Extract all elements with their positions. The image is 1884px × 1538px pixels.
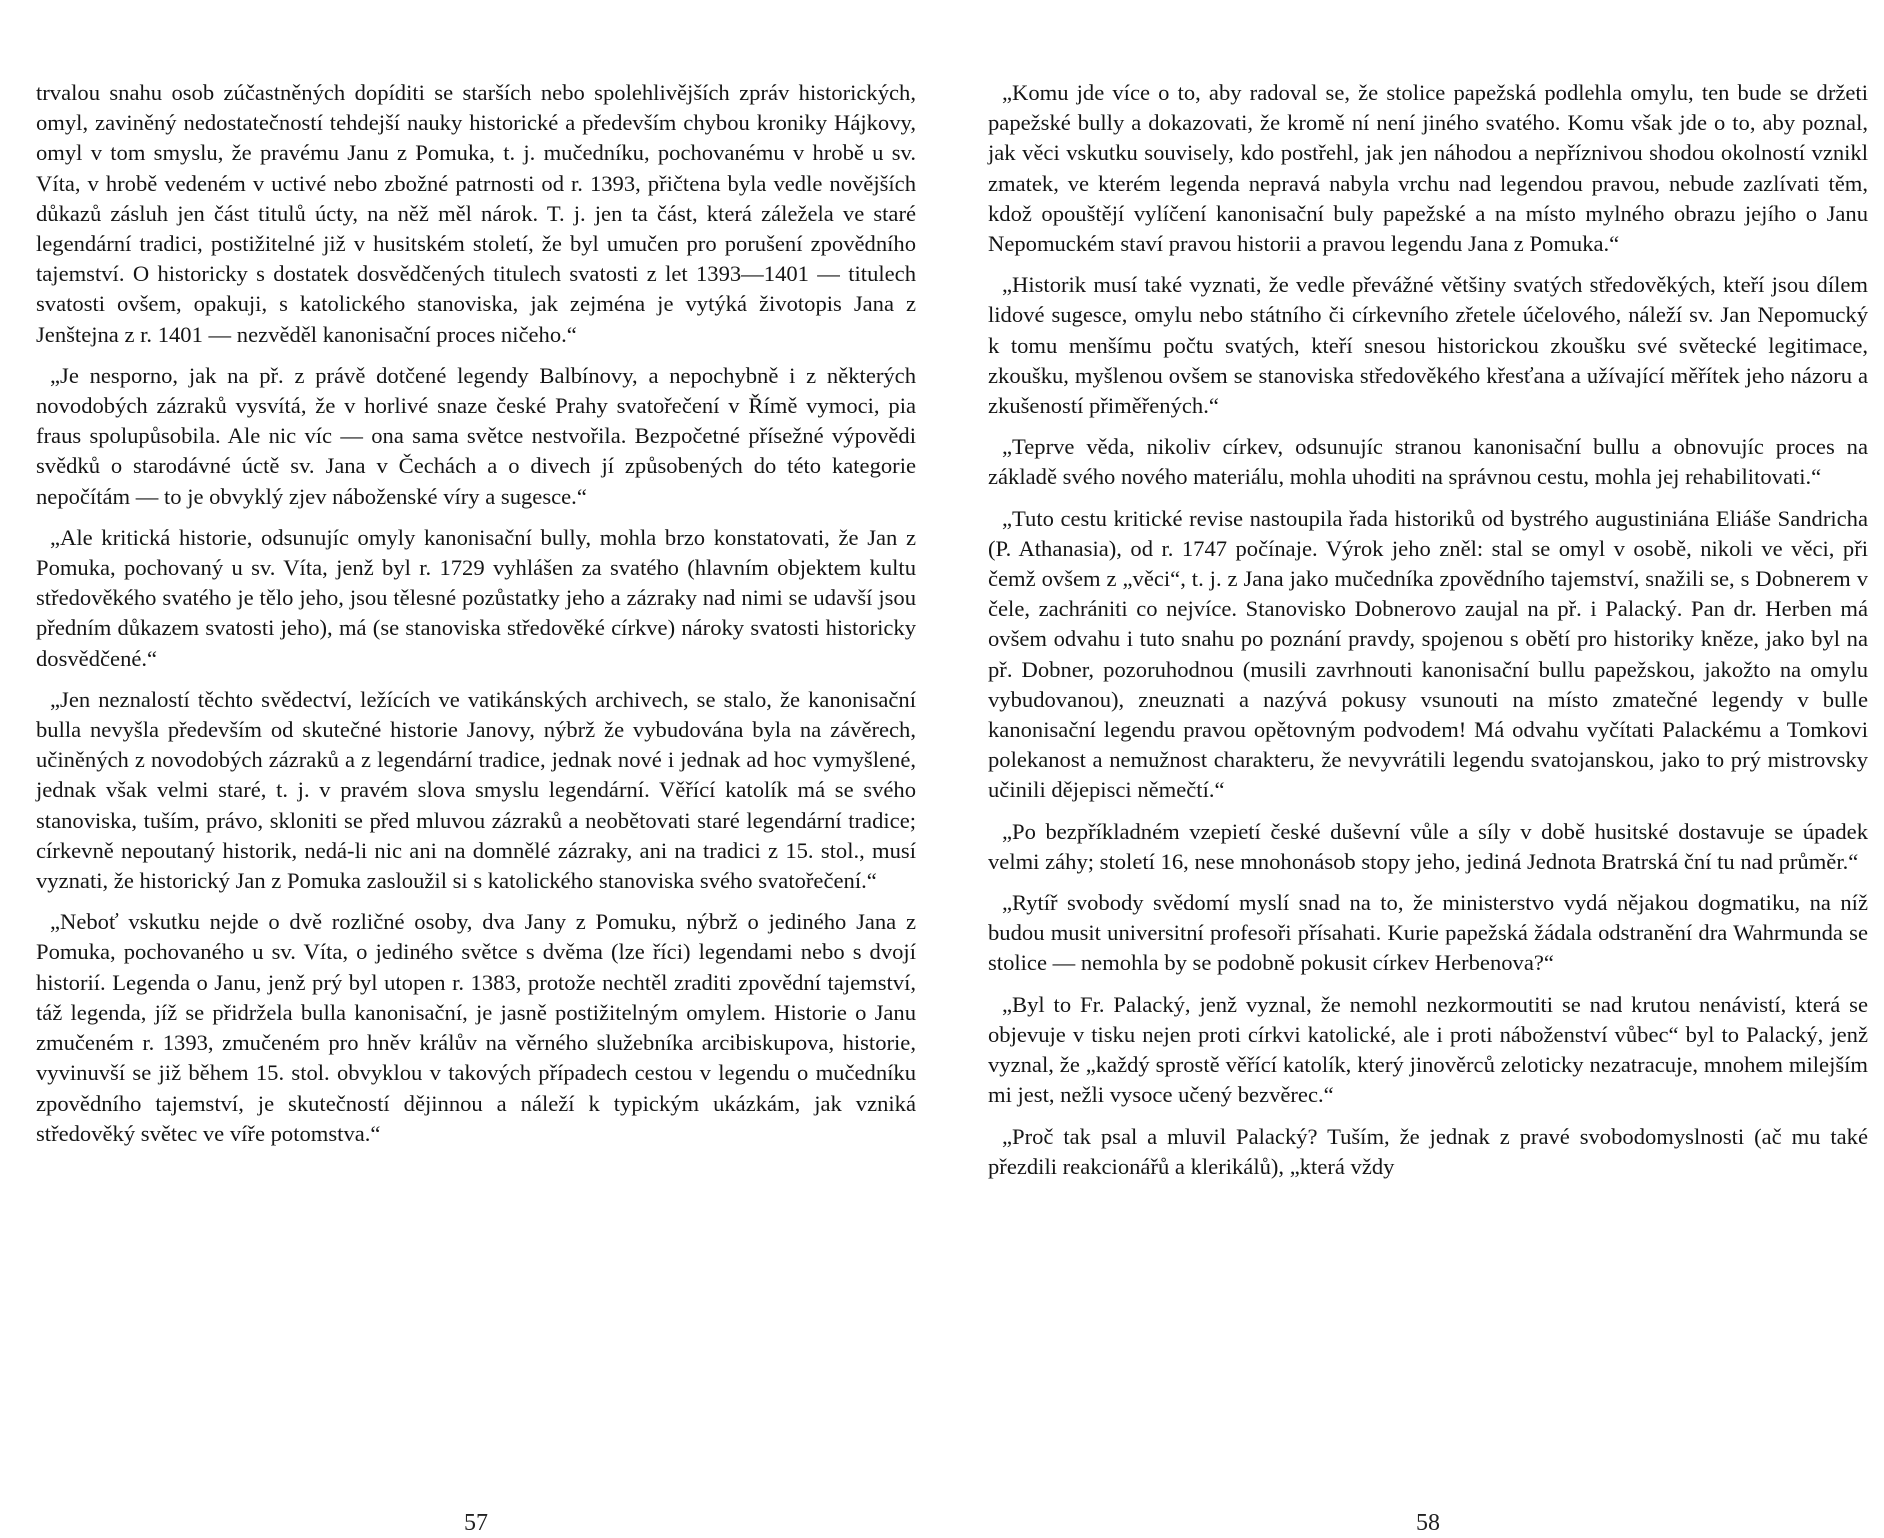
paragraph: „Byl to Fr. Palacký, jenž vyznal, že nemohl nezkormoutiti se nad krutou nenávistí, která se objevuje v tisku nejen proti církvi katolické, ale i proti náboženství vůbec“ byl to Palacký, jenž vyznal, že „každý sprostě věřící katolík, který jinověrců zeloticky nezatracuje, mnohem milejším mi jest, nežli vysoce učený bezvěrec.“ xyxy=(988,991,1868,1108)
left-page xyxy=(36,78,916,1536)
paragraph: „Po bezpříkladném vzepietí české duševní vůle a síly v době husitské dostavuje se úpadek velmi záhy; století 16, nese mnohonásob stopy jeho, jediná Jednota Bratrská ční tu nad průměr.“ xyxy=(988,818,1868,874)
paragraph: „Proč tak psal a mluvil Palacký? Tuším, že jednak z pravé svobodomyslnosti (ač mu také přezdili reakcionářů a klerikálů), „která vždy xyxy=(988,1123,1868,1179)
paragraph: trvalou snahu osob zúčastněných dopíditi se starších nebo spolehlivějších zpráv historických, omyl, zaviněný nedostatečností tehdejší nauky historické a především chybou kroniky Hájkovy, omyl v tom smyslu, že pravému Janu z Pomuka, t. j. mučedníku, pochovanému v hrobě u sv. Víta, v hrobě vedeném v uctivé nebo zbožné patrnosti od r. 1393, přičtena byla vedle novějších důkazů zásluh jen část titulů úcty, na něž měl nárok. T. j. jen ta část, která záležela ve staré legendární tradici, postižitelné již v husitském století, že byl umučen pro porušení zpovědního tajemství. O historicky s dostatek dosvědčených titulech svatosti z let 1393—1401 — titulech svatosti ovšem, opakuji, s katolického stanoviska, jak zejména je vytýká životopis Jana z Jenštejna z r. 1401 — nezvěděl kanonisační proces ničeho.“ xyxy=(36,80,916,347)
right-page-text xyxy=(988,78,1868,1182)
paragraph: „Ale kritická historie, odsunujíc omyly kanonisační bully, mohla brzo konstatovati, že Jan z Pomuka, pochovaný u sv. Víta, jenž byl r. 1729 vyhlášen za svatého (hlavním objektem kultu středověkého svatého je tělo jeho, jsou tělesné pozůstatky jeho a zázraky nad nimi se udavší jsou předním důkazem svatosti jeho), má (se stanoviska středověké církve) nároky svatosti historicky dosvědčené.“ xyxy=(36,524,916,671)
left-page-text xyxy=(36,78,916,1149)
paragraph: „Jen neznalostí těchto svědectví, ležících ve vatikánských archivech, se stalo, že kanonisační bulla nevyšla především od skutečné historie Janovy, nýbrž že vybudována byla na závěrech, učiněných z novodobých zázraků a z legendární tradice, jednak nové i jednak ad hoc vymyšlené, jednak však velmi staré, t. j. v pravém slova smyslu legendární. Věřící katolík má se svého stanoviska, tuším, právo, skloniti se před mluvou zázraků a neobětovati staré legendární tradice; církevně nepoutaný historik, nedá-li nic ani na domnělé zázraky, ani na tradici z 15. stol., musí vyznati, že historický Jan z Pomuka zasloužil si s katolického stanoviska svého svatořečení.“ xyxy=(36,686,916,894)
right-page xyxy=(988,78,1868,1536)
paragraph: „Komu jde více o to, aby radoval se, že stolice papežská podlehla omylu, ten bude se držeti papežské bully a dokazovati, že kromě ní není jiného svatého. Komu však jde o to, aby poznal, jak věci vskutku souvisely, kdo postřehl, jak jen náhodou a nepříznivou shodou okolností vznikl zmatek, ve kterém legenda nepravá nabyla vrchu nad legendou pravou, nebude zazlívati těm, kdož opouštějí vylíčení kanonisační buly papežské a na místo mylného obrazu jejího o Janu Nepomuckém staví pravou historii a pravou legendu Jana z Pomuka.“ xyxy=(988,80,1868,257)
page-number: 58 xyxy=(1416,1510,1440,1536)
paragraph: „Je nesporno, jak na př. z právě dotčené legendy Balbínovy, a nepochybně i z některých novodobých zázraků vysvítá, že v horlivé snaze české Prahy svatořečení v Římě vymoci, pia fraus spolupůsobila. Ale nic víc — ona sama světce nestvořila. Bezpočetné přísežné výpovědi svědků o starodávné úctě sv. Jana v Čechách a o divech jí způsobených do této kategorie nepočítám — to je obvyklý zjev náboženské víry a sugesce.“ xyxy=(36,362,916,509)
page-number: 57 xyxy=(464,1510,488,1536)
paragraph: „Rytíř svobody svědomí myslí snad na to, že ministerstvo vydá nějakou dogmatiku, na níž budou musit universitní profesoři přísahati. Kurie papežská žádala odstranění dra Wahrmunda se stolice — nemohla by se podobně pokusit církev Herbenova?“ xyxy=(988,890,1868,976)
paragraph: „Teprve věda, nikoliv církev, odsunujíc stranou kanonisační bullu a obnovujíc proces na základě svého nového materiálu, mohla uhoditi na správnou cestu, mohla jej rehabilitovati.“ xyxy=(988,434,1868,490)
paragraph: „Tuto cestu kritické revise nastoupila řada historiků od bystrého augustiniána Eliáše Sandricha (P. Athanasia), od r. 1747 počínaje. Výrok jeho zněl: stal se omyl v osobě, nikoli ve věci, při čemž ovšem z „věci“, t. j. z Jana jako mučedníka zpovědního tajemství, snažili se, s Dobnerem v čele, zachrániti co nejvíce. Stanovisko Dobnerovo zaujal na př. i Palacký. Pan dr. Herben má ovšem odvahu i tuto snahu po poznání pravdy, spojenou s obětí pro historiky kněze, jako byl na př. Dobner, pozoruhodnou (musili zavrhnouti kanonisační bullu papežskou, jakožto na omylu vybudovanou), zneuznati a nazývá pokusy vsunouti na místo zmatečné legendy v bulle kanonisační legendu pravou opětovným podvodem! Má odvahu vyčítati Palackému a Tomkovi polekanost a nemužnost charakteru, že nevyvrátili legendu svatojanskou, jako to prý mistrovsky učinili dějepisci němečtí.“ xyxy=(988,505,1868,803)
paragraph: „Neboť vskutku nejde o dvě rozličné osoby, dva Jany z Pomuku, nýbrž o jediného Jana z Pomuka, pochovaného u sv. Víta, o jediného světce s dvěma (lze říci) legendami nebo s dvojí historií. Legenda o Janu, jenž prý byl utopen r. 1383, protože nechtěl zraditi zpovědní tajemství, táž legenda, jíž se přidržela bulla kanonisační, je jasně postižitelným omylem. Historie o Janu zmučeném r. 1393, zmučeném pro hněv králův na věrného služebníka arcibiskupova, historie, vyvinuvší se již během 15. stol. obvyklou v takových případech cestou v legendu o mučedníku zpovědního tajemství, je skutečností dějinnou a náleží k typickým ukázkám, jak vzniká středověký světec ve víře potomstva.“ xyxy=(36,909,916,1146)
paragraph: „Historik musí také vyznati, že vedle převážné většiny svatých středověkých, kteří jsou dílem lidové sugesce, omylu nebo státního či církevního zřetele účelového, náleží sv. Jan Nepomucký k tomu menšímu počtu svatých, kteří snesou historickou zkoušku své světecké legitimace, zkoušku, myšlenou ovšem se stanoviska středověkého křesťana a užívající měřítek jeho názoru a zkušeností přiměřených.“ xyxy=(988,272,1868,419)
